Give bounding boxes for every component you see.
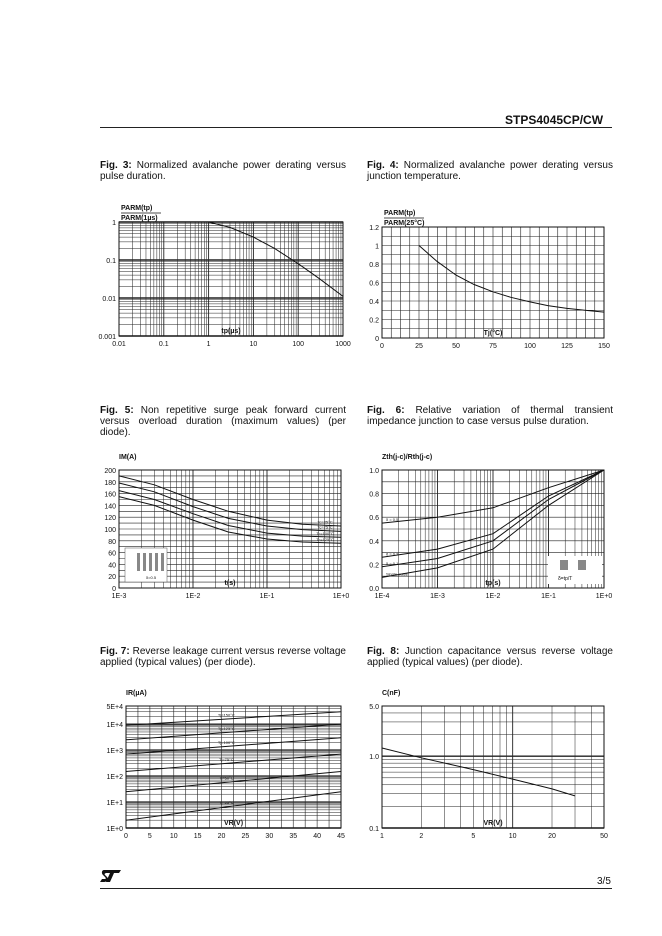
fig4-ytick-label: 1 <box>375 243 379 251</box>
fig3-xlabel: tp(µs) <box>221 328 241 335</box>
fig6-xtick-label: 1E-4 <box>374 593 390 600</box>
fig7-xtick-label: 5 <box>147 833 152 840</box>
fig7-ytick-label: 1E+1 <box>106 800 123 808</box>
fig4-xtick-label: 125 <box>561 343 573 350</box>
fig3-ytick-label: 1 <box>112 220 116 227</box>
fig8-xtick-label: 10 <box>508 833 517 840</box>
fig5-ytick-label: 180 <box>104 479 116 487</box>
footer-rule <box>100 888 612 889</box>
fig8-xtick-label: 2 <box>419 833 424 840</box>
fig5-inset-label: δ=0.5 <box>145 575 157 580</box>
fig5-ytick-label: 160 <box>104 491 116 499</box>
fig6-text: Relative variation of thermal transient impedance junction to case versus pulse duration. <box>367 405 613 427</box>
fig3-ytick-label: 0.1 <box>106 258 116 265</box>
fig4-xtick-label: 50 <box>452 343 460 350</box>
fig6-ytick-label: 0.6 <box>369 515 379 523</box>
fig5-ylabel: IM(A) <box>119 454 137 461</box>
fig7-xtick-label: 15 <box>193 833 202 840</box>
fig3-ylabel-denominator: PARM(1µs) <box>121 215 158 222</box>
page-number: 3/5 <box>597 876 611 887</box>
fig3-text: Normalized avalanche power derating versus pulse duration. <box>100 160 346 182</box>
fig5-ytick-label: 0 <box>112 586 116 593</box>
fig6-ylabel: Zth(j-c)/Rth(j-c) <box>382 454 433 461</box>
fig8-text: Junction capacitance versus reverse voltage applied (typical values) (per diode). <box>367 646 613 668</box>
fig8-ytick-label: 5.0 <box>369 704 379 711</box>
fig7-text: Reverse leakage current versus reverse voltage applied (typical values) (per diode). <box>100 646 346 668</box>
fig7-xtick-label: 45 <box>337 833 345 840</box>
fig7-ytick-label: 5E+4 <box>106 704 123 711</box>
fig3-series-line <box>209 222 343 296</box>
fig3-frame <box>119 222 343 336</box>
fig5-xtick-label: 1E-2 <box>185 593 201 600</box>
fig5-inset-pulse <box>149 553 152 571</box>
fig8-xtick-label: 1 <box>380 833 384 840</box>
fig4-xtick-label: 0 <box>380 343 384 350</box>
fig4-xtick-label: 150 <box>598 343 610 350</box>
fig6-xtick-label: 1E-1 <box>541 593 556 600</box>
fig8-xtick-label: 5 <box>471 833 476 840</box>
fig6-ytick-label: 0.4 <box>369 538 379 546</box>
fig3-ylabel-numerator: PARM(tp) <box>121 205 153 212</box>
fig6-inset-pulse <box>578 560 586 570</box>
fig8-ytick-label: 0.1 <box>369 826 379 833</box>
fig8-label: Fig. 8: <box>367 646 400 657</box>
fig6-inset-pulse <box>560 560 568 570</box>
fig5-ytick-label: 60 <box>108 550 116 558</box>
fig3-grid <box>119 222 343 336</box>
fig5-ytick-label: 200 <box>104 468 116 475</box>
fig4-label: Fig. 4: <box>367 160 399 171</box>
fig7-ytick-label: 1E+2 <box>106 774 123 782</box>
fig5-ytick-label: 120 <box>104 515 116 523</box>
fig3-xtick-label: 100 <box>292 341 305 348</box>
fig5-inset-pulse <box>161 553 164 571</box>
fig8-ytick-label: 1.0 <box>369 754 379 762</box>
fig4-xtick-label: 100 <box>524 343 536 350</box>
fig7-xtick-label: 25 <box>241 833 250 840</box>
fig4-grid <box>382 227 604 338</box>
fig7-label: Fig. 7: <box>100 646 130 657</box>
fig4-xtick-label: 75 <box>489 343 497 350</box>
fig5-ytick-label: 40 <box>108 562 116 570</box>
fig7-grid <box>126 706 341 828</box>
fig6-inset-label: δ=tp/T <box>558 576 573 582</box>
fig7-xtick-label: 10 <box>169 833 178 840</box>
fig6-ytick-label: 0.2 <box>369 562 379 570</box>
fig3-xtick-label: 1000 <box>335 341 351 348</box>
fig5-xtick-label: 1E-1 <box>259 593 275 600</box>
fig7-legend-label: Tj=125°C <box>217 725 235 731</box>
fig6-xtick-label: 1E+0 <box>595 593 613 600</box>
fig5-ytick-label: 140 <box>104 503 116 511</box>
fig5-xtick-label: 1E-3 <box>111 593 127 600</box>
fig7-xtick-label: 35 <box>289 833 298 840</box>
fig7-ytick-label: 1E+4 <box>106 722 123 730</box>
fig3-ytick-label: 0.001 <box>98 334 116 341</box>
fig7-xtick-label: 30 <box>265 833 274 840</box>
fig4-ytick-label: 0.6 <box>369 280 379 288</box>
fig3-label: Fig. 3: <box>100 160 132 171</box>
fig5-ytick-label: 100 <box>104 527 116 534</box>
fig7-xtick-label: 0 <box>124 833 128 840</box>
fig4-ytick-label: 0.2 <box>369 317 379 325</box>
fig8-frame <box>382 706 604 828</box>
fig4-ytick-label: 1.2 <box>369 225 379 232</box>
fig7-xtick-label: 20 <box>217 833 226 840</box>
fig7-legend-label: Tj=50°C <box>219 775 234 781</box>
fig7-legend-label: Tj=150°C <box>217 712 235 718</box>
fig5-inset-pulse <box>143 553 146 571</box>
fig6-label: Fig. 6: <box>367 405 405 416</box>
fig4-ytick-label: 0 <box>375 336 379 343</box>
fig6-ytick-label: 0.8 <box>369 491 379 499</box>
fig7-xtick-label: 40 <box>313 833 322 840</box>
fig6-legend-label: δ = 0.5 <box>386 517 399 523</box>
fig4-xlabel: Tj(°C) <box>483 330 503 337</box>
fig7-legend-label: Tj=75°C <box>219 756 234 762</box>
fig4-ylabel-numerator: PARM(tp) <box>384 210 416 217</box>
fig5-xlabel: t(s) <box>224 580 236 587</box>
fig4-text: Normalized avalanche power derating versus junction temperature. <box>367 160 613 182</box>
fig8-xlabel: VR(V) <box>483 820 503 827</box>
fig8-xtick-label: 50 <box>600 833 608 840</box>
fig7-ylabel: IR(µA) <box>126 690 147 697</box>
fig3-ytick-label: 0.01 <box>102 296 116 303</box>
fig5-legend-label: Tc=75°C <box>317 524 333 530</box>
fig4-ytick-label: 0.4 <box>369 299 379 306</box>
fig7-ytick-label: 1E+0 <box>106 826 123 833</box>
fig5-xtick-label: 1E+0 <box>332 593 350 600</box>
fig6-inset <box>548 556 602 584</box>
fig5-inset-pulse <box>155 553 158 571</box>
fig4-ytick-label: 0.8 <box>369 262 379 269</box>
fig6-legend-label: Single pulse <box>386 571 408 577</box>
fig5-legend-label: Tc=25°C <box>317 519 333 525</box>
fig7-legend-label: Tj=25°C <box>219 799 234 805</box>
fig5-label: Fig. 5: <box>100 405 134 416</box>
fig5-legend-label: Tc=100°C <box>316 531 334 537</box>
document-header-title: STPS4045CP/CW <box>505 113 604 127</box>
fig6-xlabel: tp(s) <box>485 580 501 587</box>
fig8-grid <box>382 706 604 828</box>
fig3-xtick-label: 10 <box>249 341 258 348</box>
fig7-legend-label: Tj=100°C <box>217 739 235 745</box>
st-logo-icon <box>100 868 122 884</box>
fig5-ytick-label: 20 <box>108 574 116 582</box>
fig5-ytick-label: 80 <box>108 538 116 546</box>
fig8-xtick-label: 20 <box>548 833 556 840</box>
fig3-xtick-label: 0.1 <box>158 341 169 348</box>
fig4-ylabel-denominator: PARM(25°C) <box>384 220 425 227</box>
fig6-ytick-label: 1.0 <box>369 468 379 475</box>
fig6-legend-label: δ = 0.2 <box>386 551 399 557</box>
fig7-ytick-label: 1E+3 <box>106 748 123 756</box>
fig3-xtick-label: 0.01 <box>112 341 126 348</box>
fig5-legend-label: Tc=125°C <box>316 536 334 542</box>
fig3-xtick-label: 1 <box>206 341 211 348</box>
fig5-text: Non repetitive surge peak forward current versus overload duration (maximum values) (per diode). <box>100 405 346 438</box>
fig7-xlabel: VR(V) <box>223 820 244 827</box>
fig8-ylabel: C(nF) <box>382 690 401 697</box>
fig4-xtick-label: 25 <box>415 343 423 350</box>
fig6-xtick-label: 1E-2 <box>485 593 501 600</box>
fig6-legend-label: δ = 0.1 <box>386 560 399 566</box>
fig5-inset-pulse <box>137 553 140 571</box>
fig6-xtick-label: 1E-3 <box>430 593 445 600</box>
fig6-ytick-label: 0.0 <box>369 586 379 593</box>
